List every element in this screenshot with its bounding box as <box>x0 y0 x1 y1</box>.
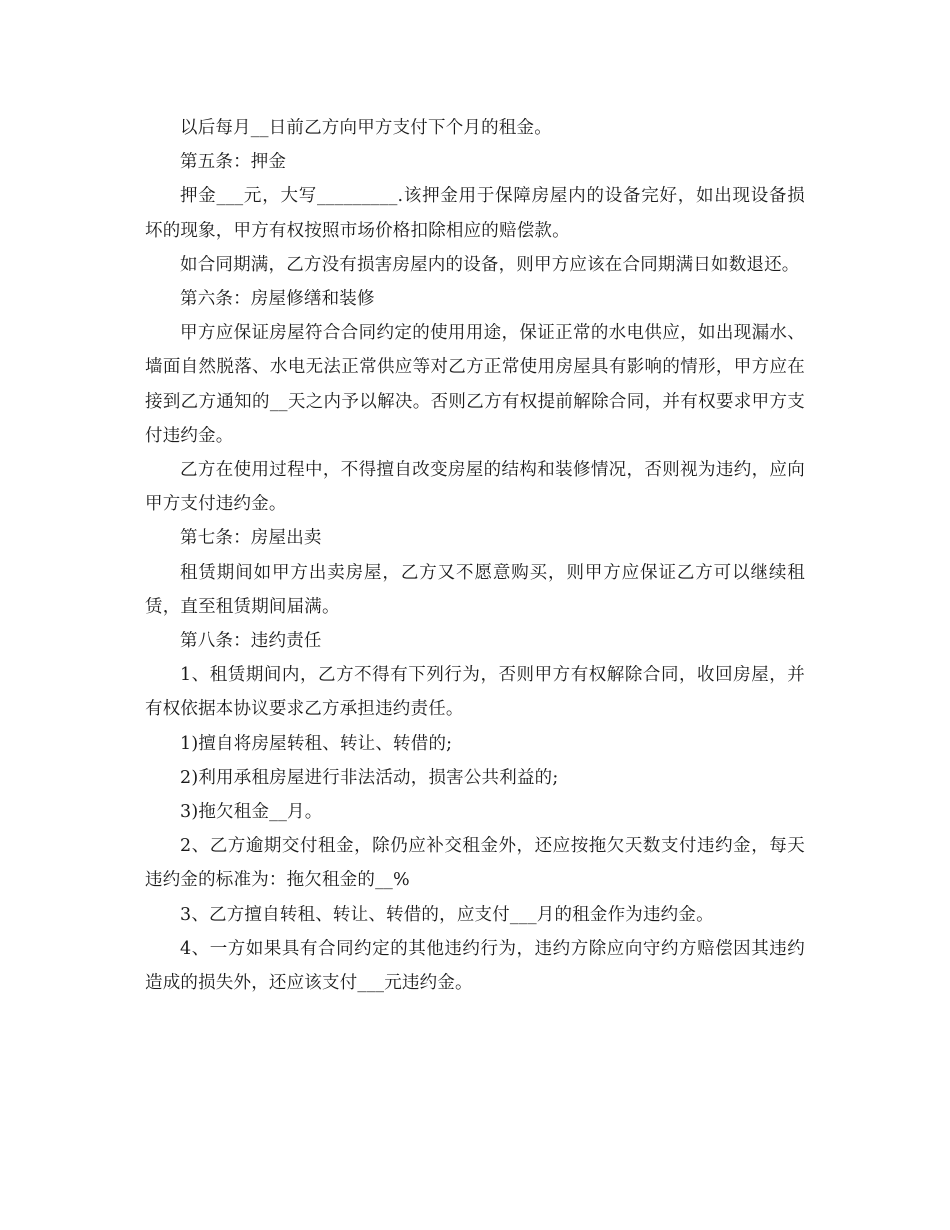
paragraph-landlord-repair-duty: 甲方应保证房屋符合合同约定的使用用途，保证正常的水电供应，如出现漏水、墙面自然脱落、水电无法正常供应等对乙方正常使用房屋具有影响的情形，甲方应在接到乙方通知的__天之内予以解决。否则乙方有权提前解除合同，并有权要求甲方支付违约金。 <box>145 323 805 446</box>
paragraph-breach-item-1: 1、租赁期间内，乙方不得有下列行为，否则甲方有权解除合同，收回房屋，并有权依据本协议要求乙方承担违约责任。 <box>145 665 805 720</box>
paragraph-breach-item-3: 3、乙方擅自转租、转让、转借的，应支付___月的租金作为违约金。 <box>180 904 714 925</box>
paragraph-breach-item-2: 2、乙方逾期交付租金，除仍应补交租金外，还应按拖欠天数支付违约金，每天违约金的标准为：拖欠租金的__% <box>145 836 805 891</box>
paragraph-deposit-amount: 押金___元，大写_________.该押金用于保障房屋内的设备完好，如出现设备损坏的现象，甲方有权按照市场价格扣除相应的赔偿款。 <box>145 186 805 241</box>
document-body <box>145 111 805 1000</box>
heading-article-8-breach: 第八条：违约责任 <box>180 631 322 652</box>
paragraph-tenant-renovation: 乙方在使用过程中，不得擅自改变房屋的结构和装修情况，否则视为违约，应向甲方支付违约金。 <box>145 460 805 515</box>
heading-article-6-repair: 第六条：房屋修缮和装修 <box>180 289 375 310</box>
paragraph-house-sale: 租赁期间如甲方出卖房屋，乙方又不愿意购买，则甲方应保证乙方可以继续租赁，直至租赁期间届满。 <box>145 562 805 617</box>
paragraph-breach-sub-3: 3)拖欠租金__月。 <box>180 802 323 823</box>
paragraph-rent-payment: 以后每月__日前乙方向甲方支付下个月的租金。 <box>180 118 552 138</box>
paragraph-breach-item-4: 4、一方如果具有合同约定的其他违约行为，违约方除应向守约方赔偿因其违约造成的损失外，还应该支付___元违约金。 <box>145 938 805 994</box>
heading-article-5-deposit: 第五条：押金 <box>180 152 287 173</box>
heading-article-7-sale: 第七条：房屋出卖 <box>180 528 322 549</box>
paragraph-breach-sub-2: 2)利用承租房屋进行非法活动，损害公共利益的; <box>180 767 559 788</box>
paragraph-breach-sub-1: 1)擅自将房屋转租、转让、转借的; <box>180 733 453 754</box>
paragraph-deposit-refund: 如合同期满，乙方没有损害房屋内的设备，则甲方应该在合同期满日如数退还。 <box>180 254 800 275</box>
